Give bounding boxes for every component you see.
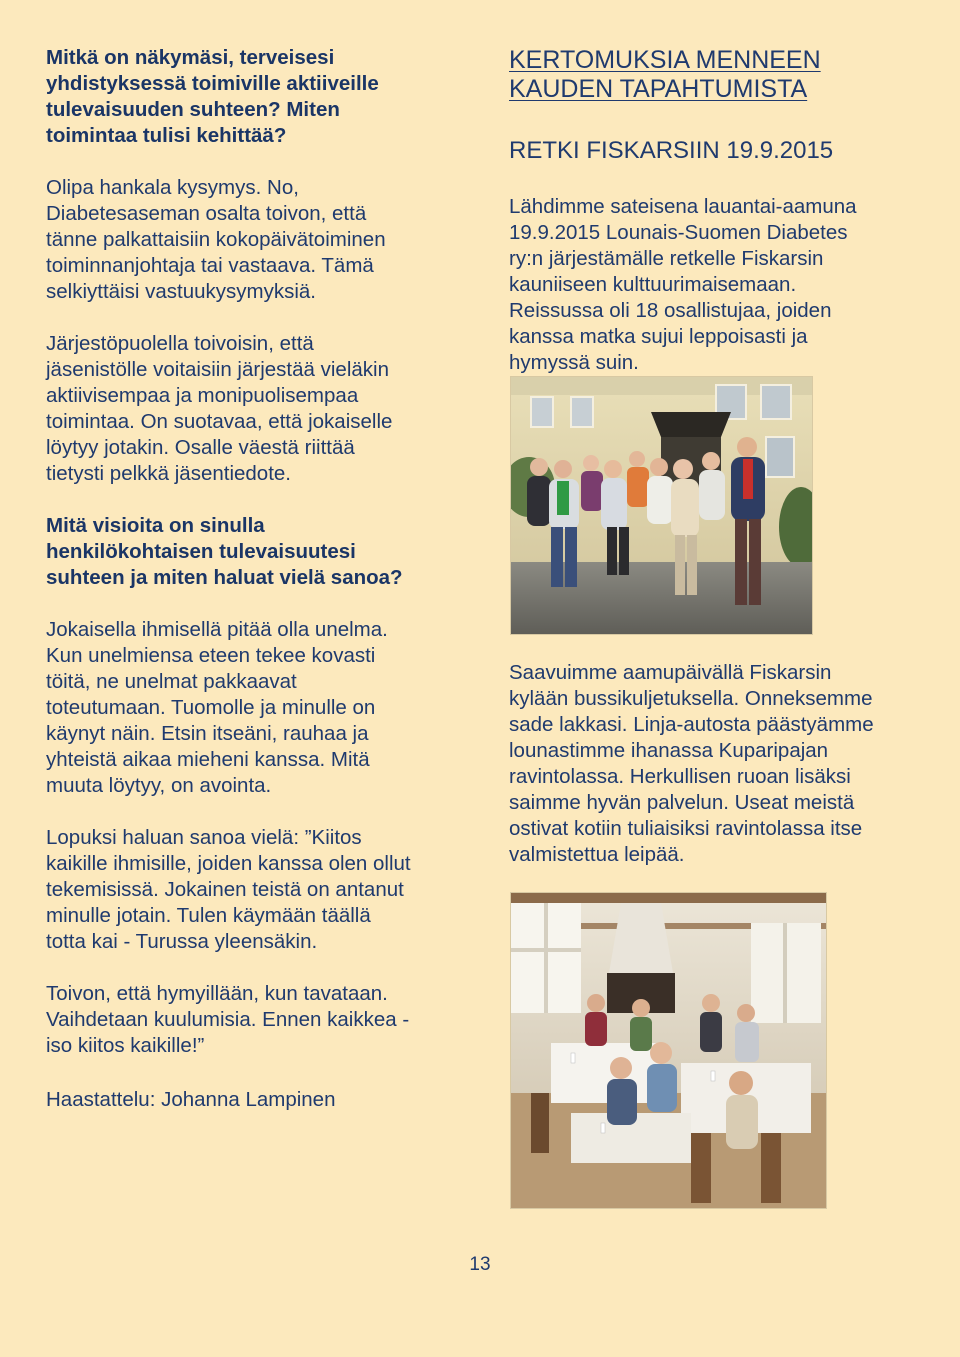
interview-answer-1-paragraph-2: Järjestöpuolella toivoisin, että jäsenistölle voitaisiin järjestää vieläkin aktiivisempaa ja monipuolisempaa toimintaa. On suotavaa, että jokaiselle löytyy jotakin. Osalle väestä riittää tietysti pelkkä jäsentiedote.	[46, 332, 393, 485]
page-number: 13	[469, 1254, 491, 1275]
group-photo	[510, 376, 813, 635]
interviewer-credit: Haastattelu: Johanna Lampinen	[46, 1088, 336, 1111]
event-title: RETKI FISKARSIIN 19.9.2015	[509, 137, 834, 164]
section-title: KERTOMUKSIA MENNEEN KAUDEN TAPAHTUMISTA	[509, 46, 821, 103]
interview-answer-2-paragraph-1: Jokaisella ihmisellä pitää olla unelma. Kun unelmiensa eteen tekee kovasti töitä, ne unelmat pakkaavat toteutumaan. Tuomolle ja minulle on käynyt näin. Etsin itseäni, rauhaa ja yhteistä aikaa mieheni kanssa. Mitä muuta löytyy, on avointa.	[46, 618, 388, 797]
restaurant-photo-image	[511, 893, 826, 1208]
interview-answer-1-paragraph-1: Olipa hankala kysymys. No, Diabetesaseman osalta toivon, että tänne palkattaisiin kokopäivätoiminen toiminnanjohtaja tai vastaava. Tämä selkiyttäisi vastuukysymyksiä.	[46, 176, 386, 303]
restaurant-photo	[510, 892, 827, 1209]
interview-answer-2-paragraph-3: Toivon, että hymyillään, kun tavataan. Vaihdetaan kuulumisia. Ennen kaikkea - iso kiitos kaikille!”	[46, 982, 410, 1057]
event-paragraph-1: Lähdimme sateisena lauantai-aamuna 19.9.2015 Lounais-Suomen Diabetes ry:n järjestämälle retkelle Fiskarsin kauniiseen kulttuurimaisemaan. Reissussa oli 18 osallistujaa, joiden kanssa matka sujui leppoisasti ja hymyssä suin.	[509, 195, 857, 374]
interview-question-2: Mitä visioita on sinulla henkilökohtaisen tulevaisuutesi suhteen ja miten haluat vielä sanoa?	[46, 514, 403, 589]
event-paragraph-2: Saavuimme aamupäivällä Fiskarsin kylään bussikuljetuksella. Onneksemme sade lakkasi. Linja-autosta päästyämme lounastimme ihanassa Kuparipajan ravintolassa. Herkullisen ruoan lisäksi saimme hyvän palvelun. Useat meistä ostivat kotiin tuliaisiksi ravintolassa itse valmistettua leipää.	[509, 661, 874, 866]
interview-question-1: Mitkä on näkymäsi, terveisesi yhdistyksessä toimiville aktiiveille tulevaisuuden suhteen? Miten toimintaa tulisi kehittää?	[46, 46, 379, 147]
interview-answer-2-paragraph-2: Lopuksi haluan sanoa vielä: ”Kiitos kaikille ihmisille, joiden kanssa olen ollut tekemisissä. Jokainen teistä on antanut minulle jotain. Tulen käymään täällä totta kai - Turussa yleensäkin.	[46, 826, 411, 953]
group-photo-image	[511, 377, 812, 634]
